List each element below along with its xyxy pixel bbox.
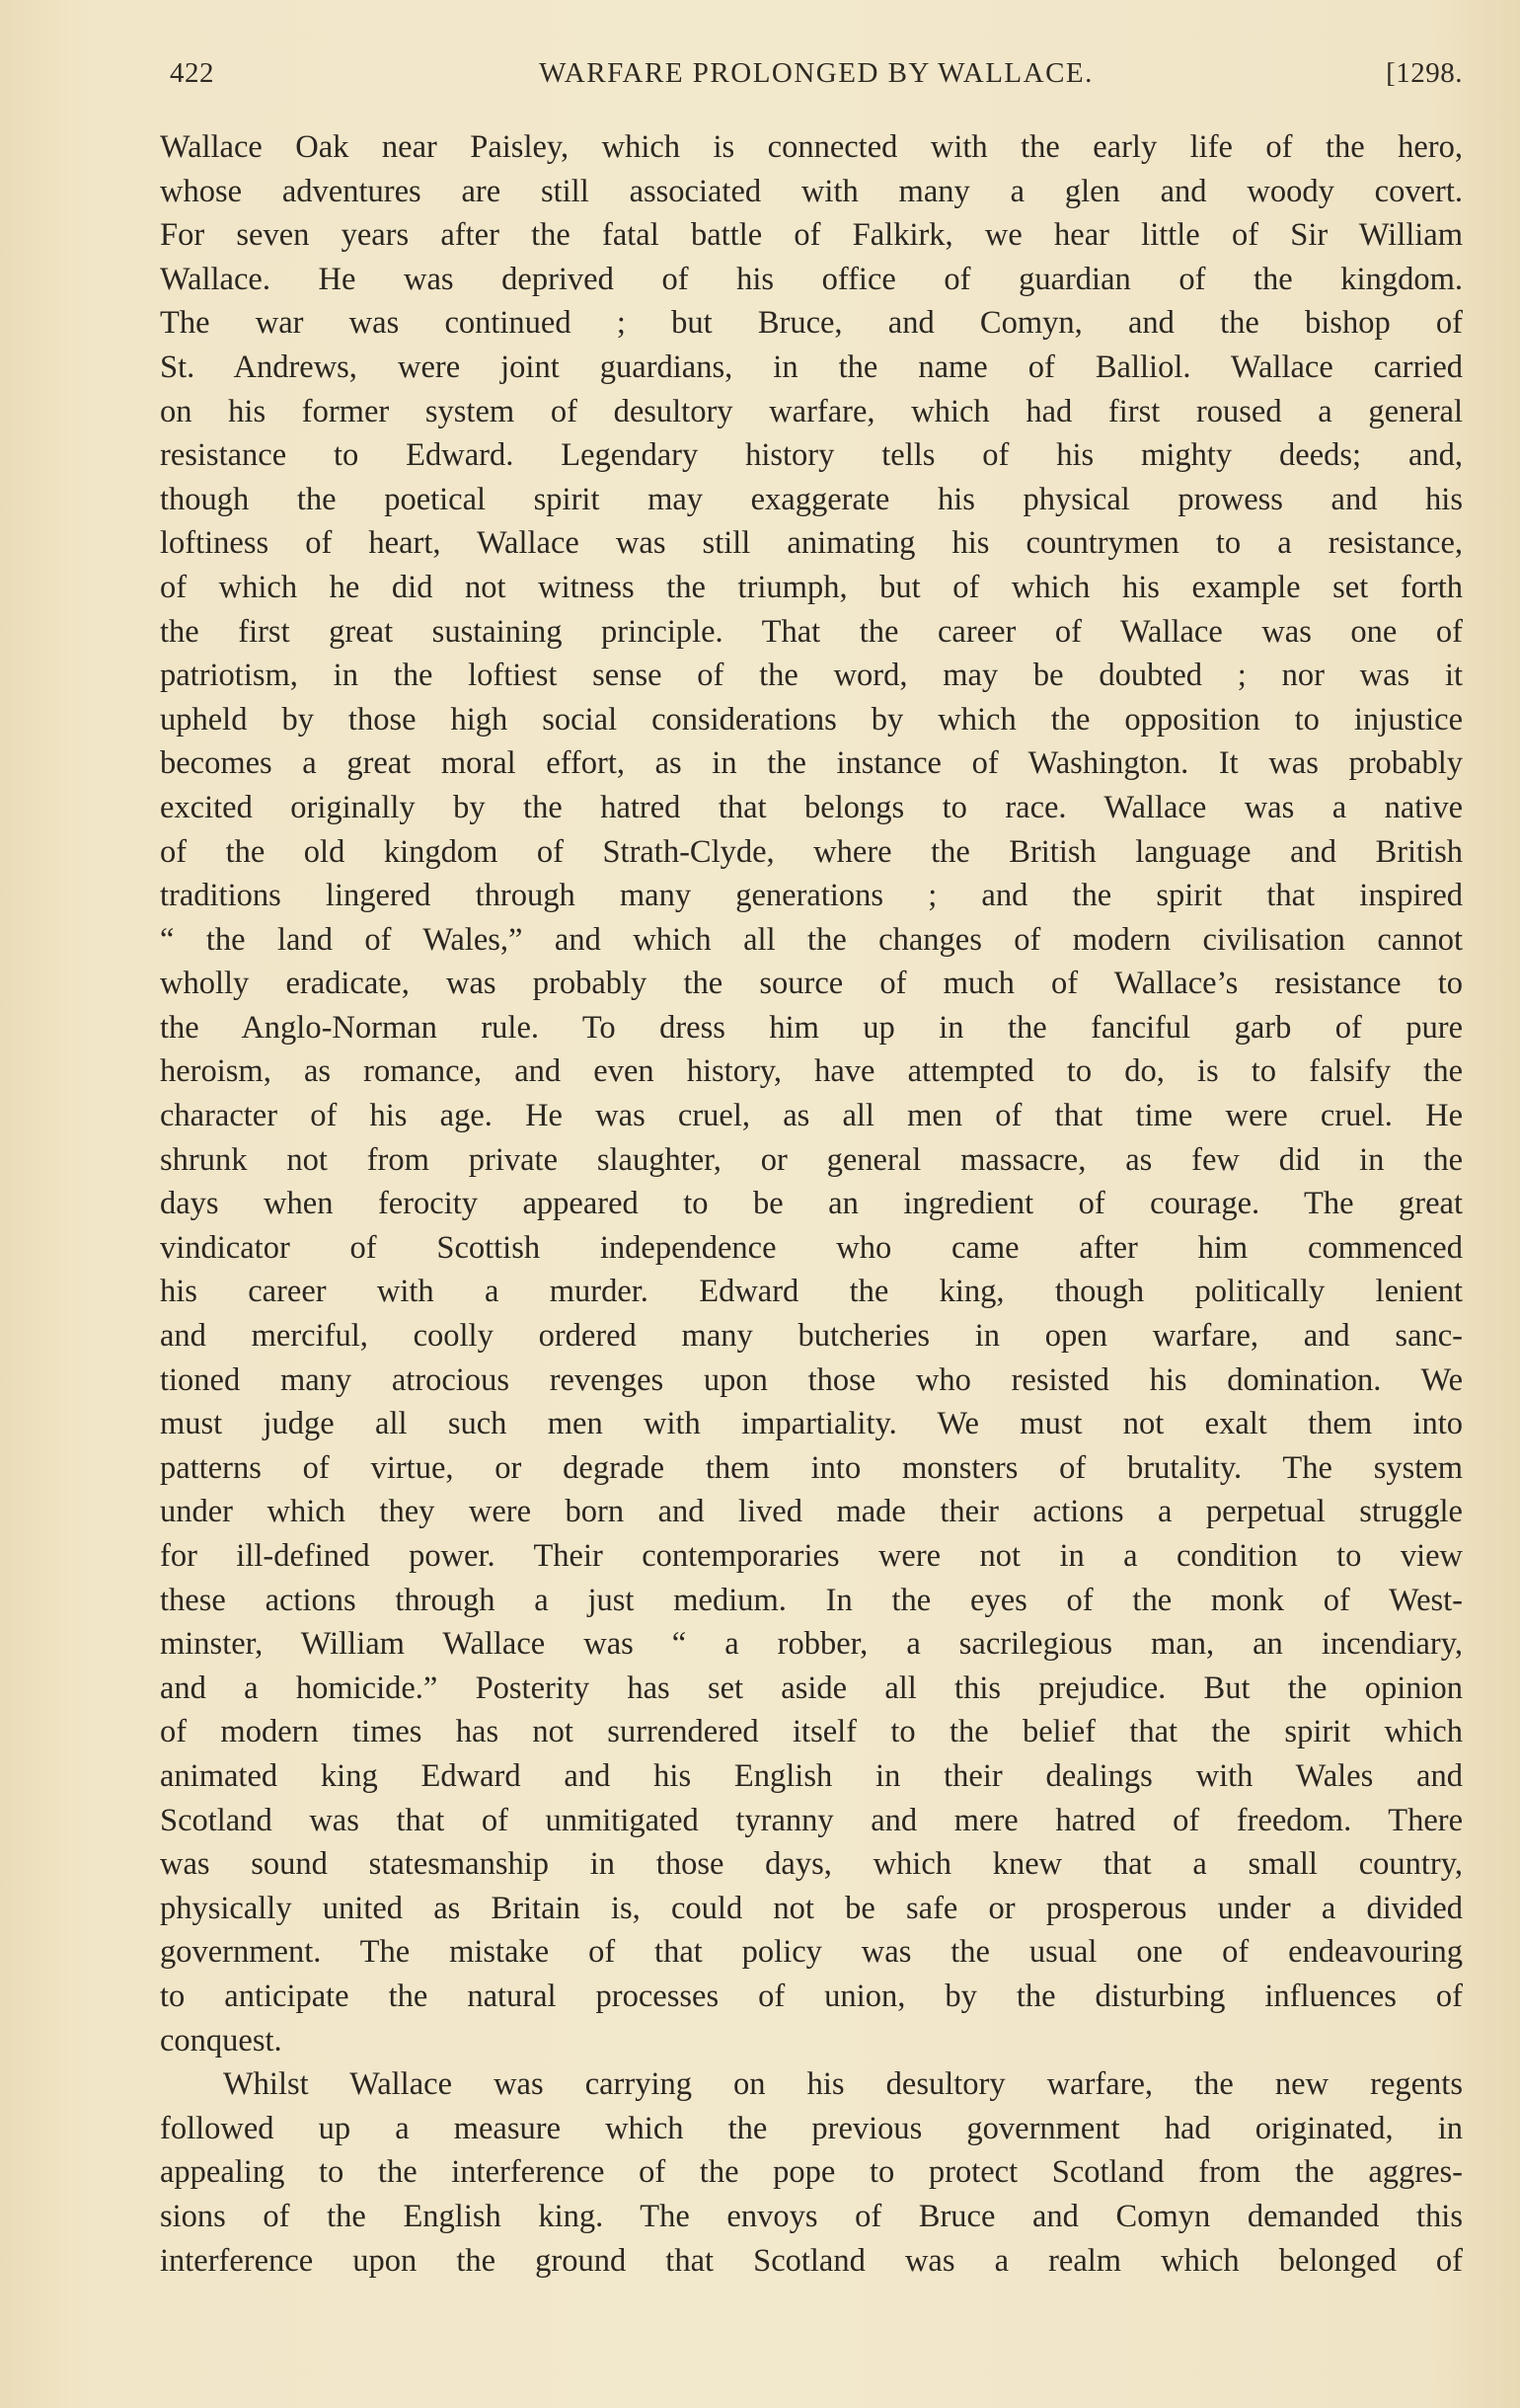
text-line: though the poetical spirit may exaggerate his physical prowess and his (160, 481, 1463, 517)
body-text (160, 125, 1463, 2283)
text-line: appealing to the interference of the pope to protect Scotland from the aggres- (160, 2154, 1463, 2191)
text-line: patriotism, in the loftiest sense of the word, may be doubted ; nor was it (160, 658, 1463, 694)
text-line: whose adventures are still associated with many a glen and woody covert. (160, 173, 1463, 209)
text-line: and merciful, coolly ordered many butcheries in open warfare, and sanc- (160, 1318, 1463, 1355)
text-line: For seven years after the fatal battle of Falkirk, we hear little of Sir William (160, 217, 1463, 254)
running-head (170, 57, 1463, 107)
text-line: conquest. (160, 2022, 282, 2058)
text-line: and a homicide.” Posterity has set aside all this prejudice. But the opinion (160, 1670, 1463, 1706)
text-line: government. The mistake of that policy was the usual one of endeavouring (160, 1934, 1463, 1971)
text-line: vindicator of Scottish independence who came after him commenced (160, 1229, 1463, 1266)
text-line: the first great sustaining principle. That the career of Wallace was one of (160, 613, 1463, 650)
text-line: patterns of virtue, or degrade them into monsters of brutality. The system (160, 1449, 1463, 1486)
text-line: loftiness of heart, Wallace was still animating his countrymen to a resistance, (160, 525, 1463, 562)
text-line: Wallace Oak near Paisley, which is connected with the early life of the hero, (160, 129, 1463, 165)
year-marker: [1298. (1386, 57, 1463, 89)
text-line: character of his age. He was cruel, as all men of that time were cruel. He (160, 1098, 1463, 1134)
text-line: physically united as Britain is, could not be safe or prosperous under a divided (160, 1890, 1463, 1926)
text-line: was sound statesmanship in those days, which knew that a small country, (160, 1846, 1463, 1883)
text-line: for ill-defined power. Their contemporaries were not in a condition to view (160, 1538, 1463, 1574)
page-number: 422 (170, 57, 214, 89)
text-line: “ the land of Wales,” and which all the changes of modern civilisation cannot (160, 921, 1463, 958)
text-line: traditions lingered through many generations ; and the spirit that inspired (160, 878, 1463, 914)
text-line: resistance to Edward. Legendary history tells of his mighty deeds; and, (160, 437, 1463, 474)
text-line: shrunk not from private slaughter, or general massacre, as few did in the (160, 1141, 1463, 1178)
text-line: to anticipate the natural processes of union, by the disturbing influences of (160, 1978, 1463, 2014)
text-line: animated king Edward and his English in their dealings with Wales and (160, 1757, 1463, 1794)
text-line: days when ferocity appeared to be an ingredient of courage. The great (160, 1186, 1463, 1222)
text-line: interference upon the ground that Scotland was a realm which belonged of (160, 2242, 1463, 2279)
text-line: St. Andrews, were joint guardians, in the name of Balliol. Wallace carried (160, 349, 1463, 385)
text-line: his career with a murder. Edward the king, though politically lenient (160, 1274, 1463, 1310)
text-line: on his former system of desultory warfare, which had first roused a general (160, 393, 1463, 429)
text-line: wholly eradicate, was probably the source of much of Wallace’s resistance to (160, 966, 1463, 1002)
text-line: these actions through a just medium. In the eyes of the monk of West- (160, 1582, 1463, 1618)
text-line: sions of the English king. The envoys of Bruce and Comyn demanded this (160, 2198, 1463, 2234)
text-line: of modern times has not surrendered itself to the belief that the spirit which (160, 1714, 1463, 1750)
text-line: excited originally by the hatred that belongs to race. Wallace was a native (160, 789, 1463, 825)
text-line: of which he did not witness the triumph, but of which his example set forth (160, 569, 1463, 605)
text-line: tioned many atrocious revenges upon those who resisted his domination. We (160, 1361, 1463, 1398)
text-line: Scotland was that of unmitigated tyranny and mere hatred of freedom. There (160, 1802, 1463, 1838)
text-line: becomes a great moral effort, as in the instance of Washington. It was probably (160, 745, 1463, 782)
paragraph-start-line: Whilst Wallace was carrying on his desultory warfare, the new regents (223, 2066, 1463, 2103)
text-line: of the old kingdom of Strath-Clyde, where the British language and British (160, 833, 1463, 870)
text-line: under which they were born and lived made their actions a perpetual struggle (160, 1494, 1463, 1530)
text-line: Wallace. He was deprived of his office of guardian of the kingdom. (160, 261, 1463, 297)
text-line: The war was continued ; but Bruce, and Comyn, and the bishop of (160, 305, 1463, 342)
text-line: followed up a measure which the previous government had originated, in (160, 2110, 1463, 2146)
text-line: must judge all such men with impartiality. We must not exalt them into (160, 1406, 1463, 1442)
text-line: upheld by those high social considerations by which the opposition to injustice (160, 701, 1463, 738)
text-line: the Anglo-Norman rule. To dress him up in the fanciful garb of pure (160, 1009, 1463, 1046)
text-line: minster, William Wallace was “ a robber, a sacrilegious man, an incendiary, (160, 1626, 1463, 1663)
text-line: heroism, as romance, and even history, have attempted to do, is to falsify the (160, 1053, 1463, 1090)
running-title: WARFARE PROLONGED BY WALLACE. (539, 57, 1094, 89)
